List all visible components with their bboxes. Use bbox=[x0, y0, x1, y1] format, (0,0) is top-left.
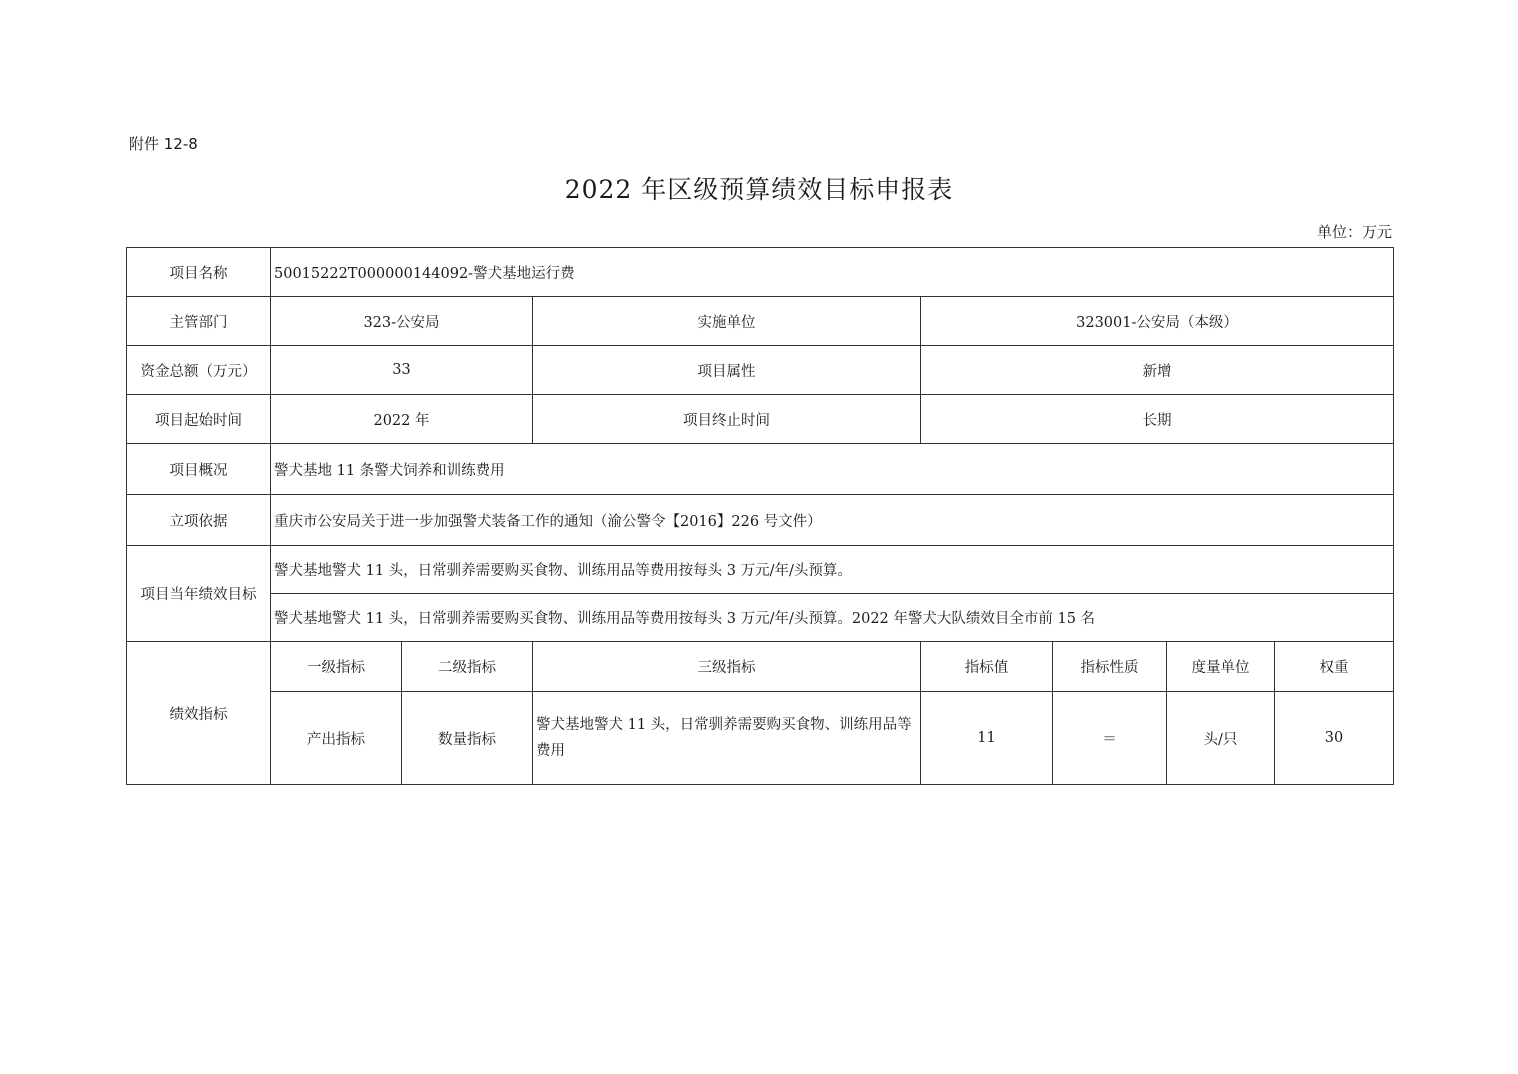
start-time-value: 2022 年 bbox=[271, 395, 533, 444]
indicator-level3: 警犬基地警犬 11 头，日常驯养需要购买食物、训练用品等费用 bbox=[533, 692, 921, 785]
header-level2: 二级指标 bbox=[402, 642, 533, 692]
indicator-unit: 头/只 bbox=[1167, 692, 1275, 785]
table-row bbox=[127, 692, 1394, 785]
indicator-value: 11 bbox=[921, 692, 1053, 785]
end-time-value: 长期 bbox=[921, 395, 1394, 444]
budget-goal-form bbox=[126, 247, 1394, 785]
header-value: 指标值 bbox=[921, 642, 1053, 692]
page-title: 2022 年区级预算绩效目标申报表 bbox=[564, 175, 954, 204]
header-level3: 三级指标 bbox=[533, 642, 921, 692]
implementing-unit-value: 323001-公安局（本级） bbox=[921, 297, 1394, 346]
attachment-number: 附件 12-8 bbox=[129, 135, 198, 153]
header-nature: 指标性质 bbox=[1053, 642, 1167, 692]
department-row bbox=[127, 297, 1394, 346]
header-unit: 度量单位 bbox=[1167, 642, 1275, 692]
overview-row bbox=[127, 444, 1394, 495]
basis-value: 重庆市公安局关于进一步加强警犬装备工作的通知（渝公警令【2016】226 号文件） bbox=[271, 495, 1394, 546]
period-row bbox=[127, 395, 1394, 444]
indicator-weight: 30 bbox=[1275, 692, 1394, 785]
unit-note: 单位：万元 bbox=[1316, 223, 1392, 241]
basis-label: 立项依据 bbox=[127, 495, 271, 546]
project-name-label: 项目名称 bbox=[127, 248, 271, 297]
start-time-label: 项目起始时间 bbox=[127, 395, 271, 444]
header-level1: 一级指标 bbox=[271, 642, 402, 692]
indicator-level2: 数量指标 bbox=[402, 692, 533, 785]
annual-goal-line-2: 警犬基地警犬 11 头，日常驯养需要购买食物、训练用品等费用按每头 3 万元/年/头预算。2022 年警犬大队绩效目全市前 15 名 bbox=[271, 594, 1394, 642]
goal-row-1 bbox=[127, 546, 1394, 594]
fund-total-label: 资金总额（万元） bbox=[127, 346, 271, 395]
annual-goal-line-1: 警犬基地警犬 11 头，日常驯养需要购买食物、训练用品等费用按每头 3 万元/年/头预算。 bbox=[271, 546, 1394, 594]
project-name-value: 50015222T000000144092-警犬基地运行费 bbox=[271, 248, 1394, 297]
basis-row bbox=[127, 495, 1394, 546]
department-value: 323-公安局 bbox=[271, 297, 533, 346]
fund-row bbox=[127, 346, 1394, 395]
indicator-level1: 产出指标 bbox=[271, 692, 402, 785]
implementing-unit-label: 实施单位 bbox=[533, 297, 921, 346]
fund-total-value: 33 bbox=[271, 346, 533, 395]
indicator-header-row bbox=[127, 642, 1394, 692]
end-time-label: 项目终止时间 bbox=[533, 395, 921, 444]
project-name-row bbox=[127, 248, 1394, 297]
department-label: 主管部门 bbox=[127, 297, 271, 346]
indicators-label: 绩效指标 bbox=[127, 642, 271, 785]
goal-row-2 bbox=[127, 594, 1394, 642]
project-attribute-value: 新增 bbox=[921, 346, 1394, 395]
project-attribute-label: 项目属性 bbox=[533, 346, 921, 395]
header-weight: 权重 bbox=[1275, 642, 1394, 692]
overview-value: 警犬基地 11 条警犬饲养和训练费用 bbox=[271, 444, 1394, 495]
annual-goal-label: 项目当年绩效目标 bbox=[127, 546, 271, 642]
indicator-nature: ＝ bbox=[1053, 692, 1167, 785]
overview-label: 项目概况 bbox=[127, 444, 271, 495]
